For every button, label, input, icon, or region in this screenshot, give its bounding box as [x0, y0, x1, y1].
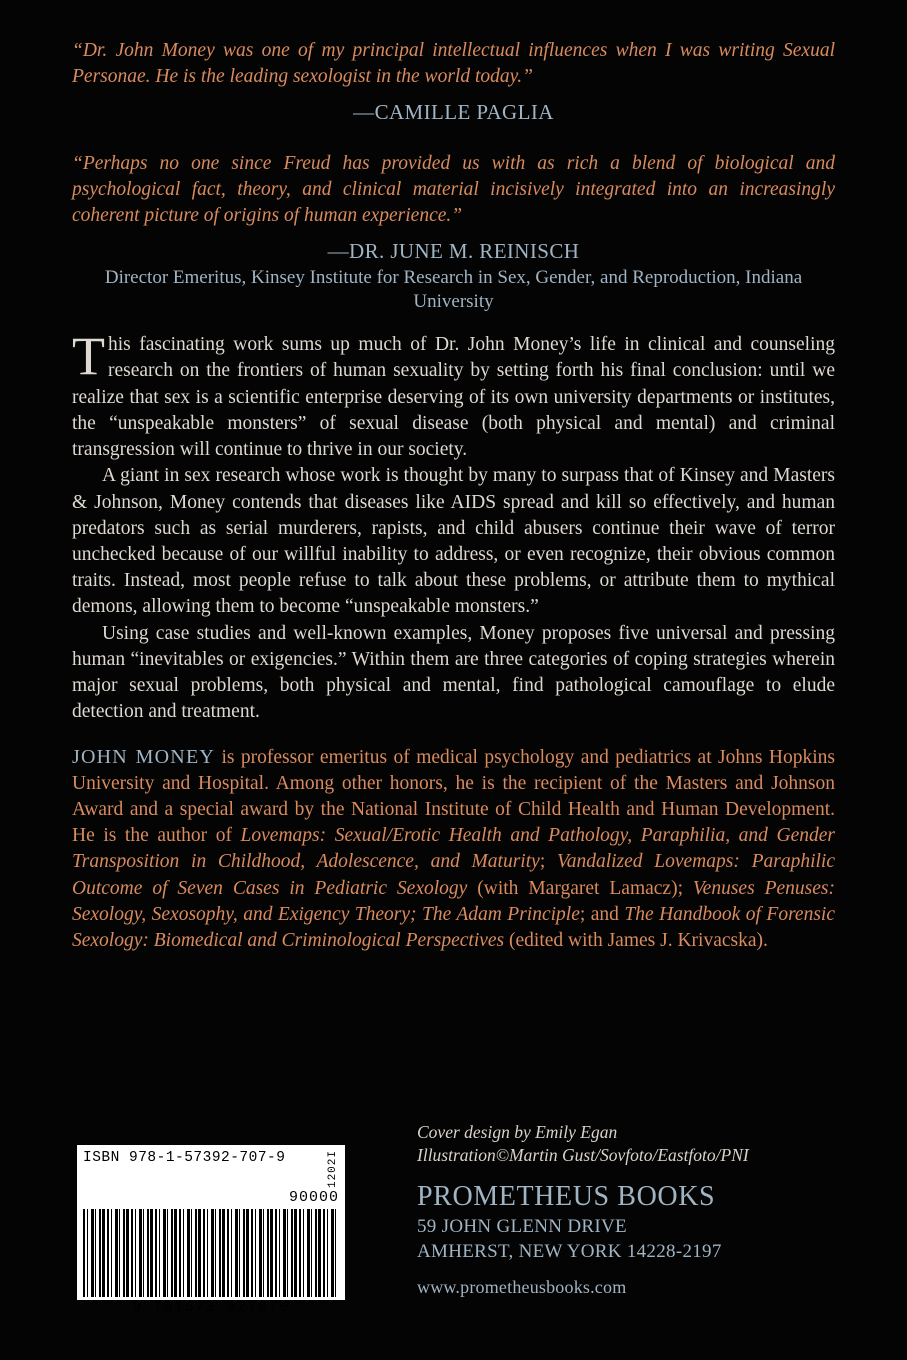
publisher-address-line-2: AMHERST, NEW YORK 14228-2197 — [417, 1240, 722, 1262]
description-paragraph-1-text: his fascinating work sums up much of Dr. John Money’s life in clinical and counseling research on the frontiers of human sexuality by setting forth his final conclusion: until we realize that sex is a scientific enterprise deserving of its own university departments or institutes, the “unspeakable monsters” of sexual disease (both physical and mental) and criminal transgression will continue to thrive in our society. — [72, 334, 835, 461]
book-title-1: Lovemaps: Sexual/Erotic Health and Pathology, Paraphilia, and Gender Transposition in Childhood, Adolescence, and Maturity — [72, 825, 835, 873]
cover-credits — [417, 1121, 877, 1168]
blurb-attribution-2: —DR. JUNE M. REINISCH — [327, 238, 580, 263]
barcode-side-label: 1202I — [327, 1150, 339, 1189]
description-paragraph-2: A giant in sex research whose work is thought by many to surpass that of Kinsey and Masters & Johnson, Money contends that diseases like AIDS spread and kill so effectively, and human predators such as serial murderers, rapists, and child abusers continue their wave of terror unchecked because of our willful inability to address, or even recognize, their obvious common traits. Instead, most people refuse to talk about these problems, or attribute them to mythical demons, allowing them to become “unspeakable monsters.” — [72, 465, 835, 618]
bio-separator-4: (edited with James J. Krivacska). — [504, 930, 768, 952]
description-paragraph-3: Using case studies and well-known examples, Money proposes five universal and pressing human “inevitables or exigencies.” Within them are three categories of coping strategies wherein major sexual problems, both physical and mental, find pathological camouflage to elude detection and treatment. — [72, 622, 835, 723]
blurb-quote-2: “Perhaps no one since Freud has provided us with as rich a blend of biological and psychological fact, theory, and clinical material incisively integrated into an increasingly coherent picture of origins of human experience.” — [72, 152, 835, 226]
author-bio-text: is professor emeritus of medical psychology and pediatrics at Johns Hopkins University and Hospital. Among other honors, he is the recipient of the Masters and Johnson Award and a special award by the National Institute of Child Health and Human Development. He is the author of — [72, 746, 836, 847]
publisher-address-line-1: 59 JOHN GLENN DRIVE — [417, 1215, 627, 1237]
blurb-attribution-2-subtitle: Director Emeritus, Kinsey Institute for Research in Sex, Gender, and Reproduction, Indiana University — [104, 266, 803, 312]
price-code: 90000 — [288, 1189, 339, 1207]
publisher-website[interactable]: www.prometheusbooks.com — [417, 1277, 627, 1297]
book-title-4: The Handbook of Forensic Sexology: Biomedical and Criminological Perspectives — [72, 903, 835, 952]
barcode-number: 9 781573 927079 — [132, 1299, 290, 1317]
barcode-bars — [83, 1209, 339, 1297]
drop-cap: T — [72, 326, 105, 387]
publisher-block — [417, 1121, 877, 1298]
book-title-3: Venuses Penuses: Sexology, Sexosophy, and Exigency Theory; The Adam Principle — [72, 877, 835, 925]
bio-separator-2: (with Margaret Lamacz); — [467, 877, 693, 899]
author-bio — [72, 744, 835, 955]
bio-separator-3: ; and — [579, 903, 625, 925]
cover-footer — [72, 1121, 835, 1317]
description-paragraph-1 — [72, 326, 835, 463]
bio-separator-1: ; — [539, 851, 557, 873]
blurb-attribution-1: —CAMILLE PAGLIA — [353, 99, 554, 124]
publisher-name: PROMETHEUS BOOKS — [417, 1180, 716, 1212]
illustration-credit: Illustration©Martin Gust/Sovfoto/Eastfoto/PNI — [417, 1145, 749, 1166]
book-title-2: Vandalized Lovemaps: Paraphilic Outcome of Seven Cases in Pediatric Sexology — [72, 851, 835, 899]
isbn-barcode — [77, 1145, 345, 1317]
isbn-label: ISBN 978-1-57392-707-9 — [83, 1150, 286, 1166]
book-description — [72, 326, 835, 725]
cover-design-credit: Cover design by Emily Egan — [417, 1121, 618, 1142]
author-name: JOHN MONEY — [72, 745, 216, 768]
blurb-quote-1: “Dr. John Money was one of my principal intellectual influences when I was writing Sexual Personae. He is the leading sexologist in the world today.” — [72, 40, 835, 87]
isbn-row — [83, 1150, 339, 1188]
